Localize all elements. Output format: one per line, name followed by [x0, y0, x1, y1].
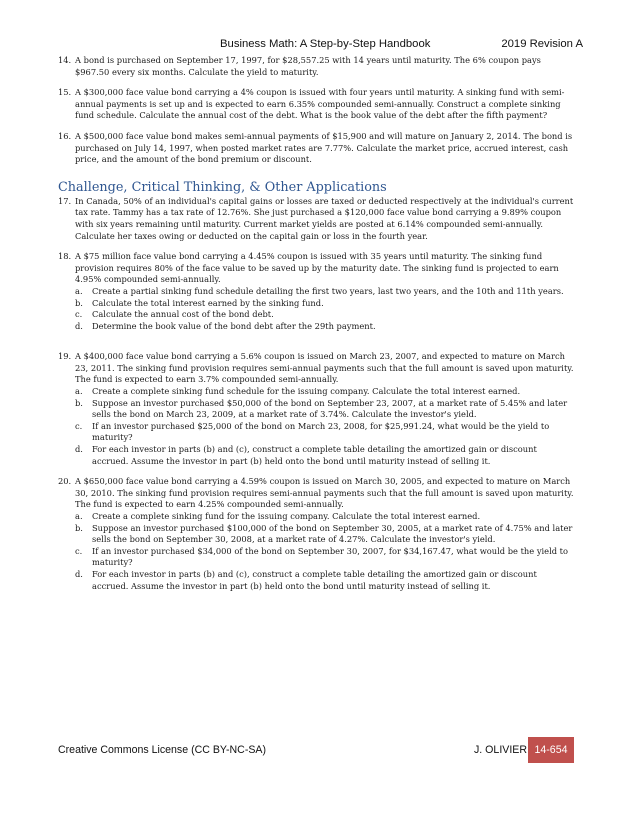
part-text: For each investor in parts (b) and (c), construct a complete table detailing the amortized gain or discount accrued. Assume the investor in part (b) held onto the bond until maturity instead of selling it. [92, 444, 537, 466]
part-letter: a. [75, 386, 83, 397]
problem-parts [75, 386, 574, 467]
problem-18 [58, 251, 574, 332]
part-letter: c. [75, 309, 83, 320]
problem-part [75, 398, 574, 421]
problem-parts [75, 511, 574, 592]
part-letter: b. [75, 522, 83, 533]
page-content [58, 55, 574, 601]
problem-part [75, 569, 574, 592]
part-letter: b. [75, 397, 83, 408]
page-number-badge: 14-654 [528, 737, 574, 763]
problem-part [75, 421, 574, 444]
part-text: Create a complete sinking fund for the issuing company. Calculate the total interest earned. [92, 511, 481, 521]
part-letter: c. [75, 545, 83, 556]
problem-text: A $400,000 face value bond carrying a 5.6% coupon is issued on March 23, 2007, and expected to mature on March 23, 2011. The sinking fund provision requires semi-annual payments such that the full amount is saved upon maturity. The fund is expected to earn 3.7% compounded semi-annually. [75, 351, 574, 385]
license-text: Creative Commons License (CC BY-NC-SA) [58, 744, 267, 756]
problem-number: 19. [58, 351, 72, 362]
part-text: Create a complete sinking fund schedule for the issuing company. Calculate the total interest earned. [92, 386, 521, 397]
part-text: Suppose an investor purchased $100,000 of the bond on September 30, 2005, at a market rate of 4.75% and later sells the bond on September 30, 2008, at a market rate of 4.27%. Calculate the investor's yield. [92, 522, 573, 545]
problem-number: 14. [58, 55, 72, 65]
part-text: For each investor in parts (b) and (c), construct a complete table detailing the amortized gain or discount accrued. Assume the investor in part (b) held onto the bond until maturity instead of selling it. [92, 568, 537, 591]
part-text: If an investor purchased $34,000 of the bond on September 30, 2007, for $34,167.47, what would be the yield to maturity? [92, 545, 569, 568]
problem-number: 15. [58, 87, 72, 98]
part-letter: d. [75, 568, 83, 579]
part-letter: a. [75, 285, 83, 296]
problem-number: 17. [58, 195, 72, 206]
problem-text: In Canada, 50% of an individual's capital gains or losses are taxed or deducted respectively at the individual's current tax rate. Tammy has a tax rate of 12.76%. She just purchased a $120,000 face value bond carrying a 9.89% coupon with six years remaining until maturity. Current market yields are posted at 6.14% compounded semi-annually. Calculate her taxes owing or deducted on the capital gain or loss in the fourth year. [75, 195, 574, 241]
page-footer [0, 737, 630, 763]
problem-part [75, 309, 574, 321]
part-text: Calculate the total interest earned by the sinking fund. [92, 297, 324, 308]
problem-part [75, 523, 574, 546]
revision-label: 2019 Revision A [501, 38, 583, 50]
problem-20 [58, 476, 574, 592]
part-letter: d. [75, 444, 83, 455]
problem-17 [58, 196, 574, 242]
problem-16 [58, 131, 574, 166]
problem-text: A $650,000 face value bond carrying a 4.59% coupon is issued on March 30, 2005, and expected to mature on March 30, 2010. The sinking fund provision requires semi-annual payments such that the full amount is saved upon maturity. The fund is expected to earn 4.25% compounded semi-annually. [75, 476, 574, 510]
problem-14 [58, 55, 574, 78]
problem-part [75, 298, 574, 310]
part-letter: c. [75, 420, 83, 431]
problem-number: 18. [58, 251, 72, 262]
part-text: Determine the book value of the bond debt after the 29th payment. [92, 320, 376, 331]
part-letter: d. [75, 320, 83, 331]
problem-text: A $75 million face value bond carrying a 4.45% coupon is issued with 35 years until maturity. The sinking fund provision requires 80% of the face value to be saved up by the maturity date. The sinking fund is projected to earn 4.95% compounded semi-annually. [75, 251, 559, 285]
author-name: J. OLIVIER [474, 744, 527, 756]
problem-part [75, 511, 574, 523]
problem-number: 20. [58, 476, 72, 487]
problem-part [75, 546, 574, 569]
problem-part [75, 286, 574, 298]
problem-19 [58, 351, 574, 467]
book-title: Business Math: A Step-by-Step Handbook [220, 38, 431, 50]
problem-text: A $300,000 face value bond carrying a 4% coupon is issued with four years until maturity. A sinking fund with semi-annual payments is set up and is expected to earn 6.35% compounded semi-annually. Construct a complete sinking fund schedule. Calculate the annual cost of the debt. What is the book value of the debt after the fifth payment? [75, 87, 565, 121]
problem-15 [58, 87, 574, 122]
problem-part [75, 321, 574, 333]
problem-text: A bond is purchased on September 17, 1997, for $28,557.25 with 14 years until maturity. The 6% coupon pays $967.50 every six months. Calculate the yield to maturity. [75, 55, 541, 77]
section-heading: Challenge, Critical Thinking, & Other Applications [58, 179, 387, 195]
problem-text: A $500,000 face value bond makes semi-annual payments of $15,900 and will mature on January 2, 2014. The bond is purchased on July 14, 1997, when posted market rates are 7.77%. Calculate the market price, accrued interest, cash price, and the amount of the bond premium or discount. [75, 130, 573, 165]
problem-parts [75, 286, 574, 332]
part-text: If an investor purchased $25,000 of the bond on March 23, 2008, for $25,991.24, what would be the yield to maturity? [92, 420, 550, 443]
part-letter: a. [75, 511, 83, 521]
problem-part [75, 444, 574, 467]
problem-number: 16. [58, 130, 72, 141]
part-text: Create a partial sinking fund schedule detailing the first two years, last two years, and the 10th and 11th years. [92, 285, 564, 296]
page-header [0, 38, 630, 52]
problem-part [75, 386, 574, 398]
part-text: Suppose an investor purchased $50,000 of the bond on September 23, 2007, at a market rate of 5.45% and later sells the bond on March 23, 2009, at a market rate of 3.74%. Calculate the investor's yield. [92, 397, 568, 420]
part-letter: b. [75, 297, 83, 308]
part-text: Calculate the annual cost of the bond debt. [92, 309, 274, 320]
